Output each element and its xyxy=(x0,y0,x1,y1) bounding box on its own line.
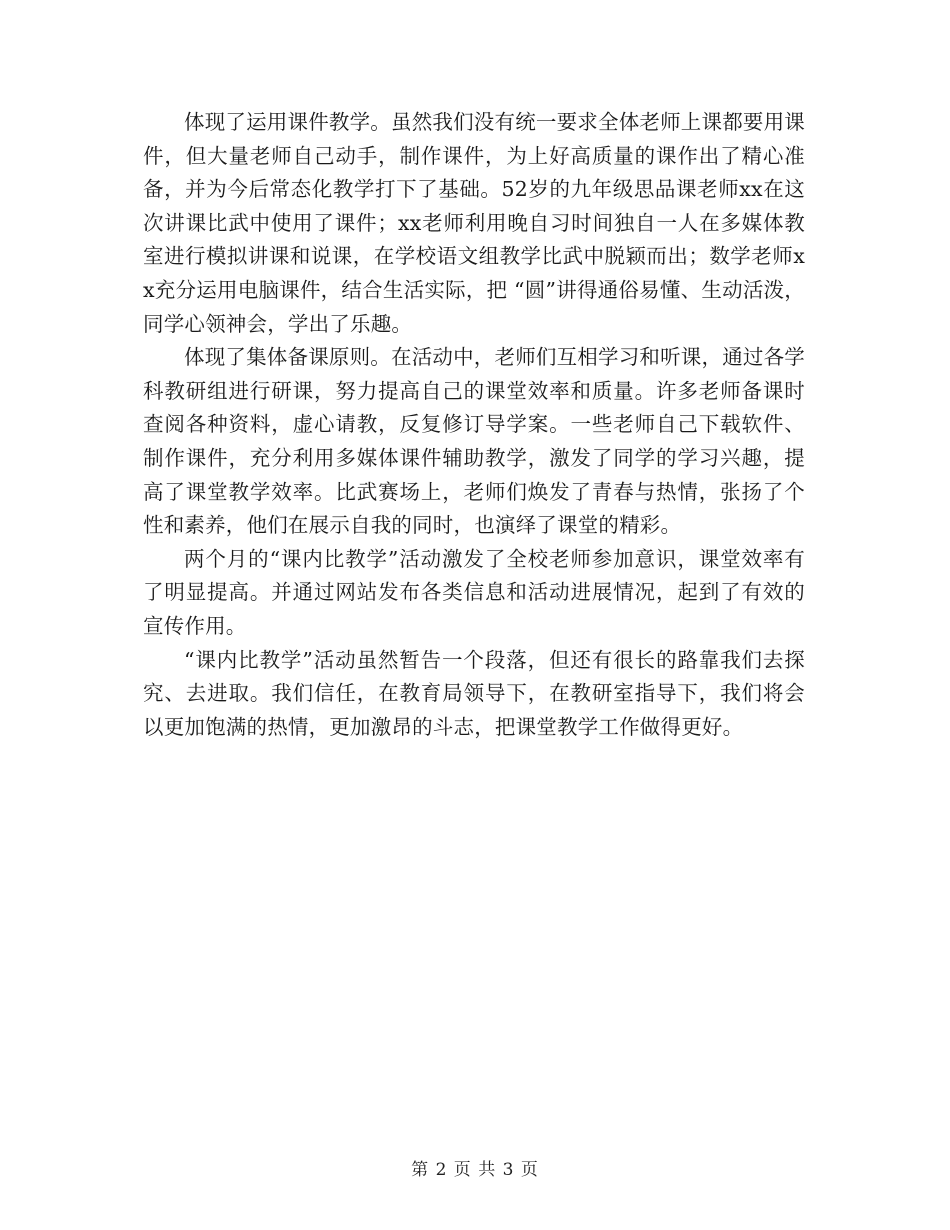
paragraph-activity-results: 两个月的“课内比教学”活动激发了全校老师参加意识，课堂效率有了明显提高。并通过网站发布各类信息和活动进展情况，起到了有效的宣传作用。 xyxy=(143,546,805,638)
document-body xyxy=(143,106,805,744)
paragraph-courseware: 体现了运用课件教学。虽然我们没有统一要求全体老师上课都要用课件，但大量老师自己动手，制作课件，为上好高质量的课作出了精心准备，并为今后常态化教学打下了基础。52岁的九年级思品课老师xx在这次讲课比武中使用了课件；xx老师利用晚自习时间独自一人在多媒体教室进行模拟讲课和说课，在学校语文组教学比武中脱颖而出；数学老师xx充分运用电脑课件，结合生活实际，把 “圆”讲得通俗易懂、生动活泼，同学心领神会，学出了乐趣。 xyxy=(143,110,805,336)
paragraph-conclusion: “课内比教学”活动虽然暂告一个段落，但还有很长的路靠我们去探究、去进取。我们信任，在教育局领导下，在教研室指导下，我们将会以更加饱满的热情，更加激昂的斗志，把课堂教学工作做得更好。 xyxy=(143,647,805,739)
page-number-footer: 第 2 页 共 3 页 xyxy=(411,1160,539,1180)
paragraph-collective-preparation: 体现了集体备课原则。在活动中，老师们互相学习和听课，通过各学科教研组进行研课，努力提高自己的课堂效率和质量。许多老师备课时查阅各种资料，虚心请教，反复修订导学案。一些老师自己下载软件、制作课件，充分利用多媒体课件辅助教学，激发了同学的学习兴趣，提高了课堂教学效率。比武赛场上，老师们焕发了青春与热情，张扬了个性和素养，他们在展示自我的同时，也演绎了课堂的精彩。 xyxy=(143,345,805,538)
